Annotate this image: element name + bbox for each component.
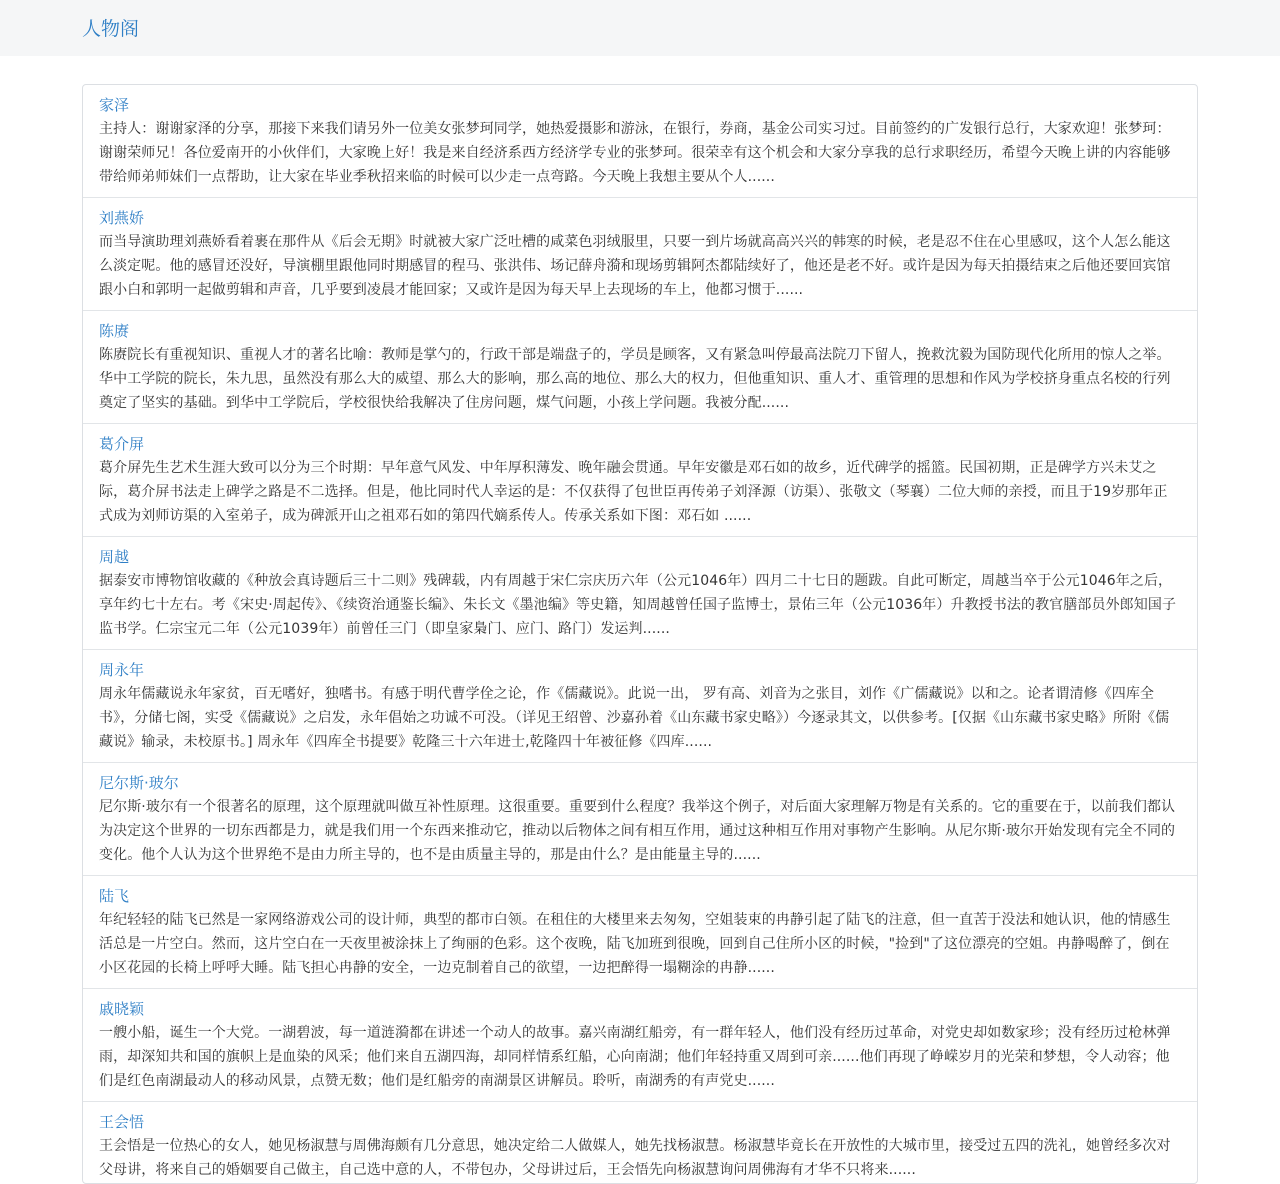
person-summary: 周永年儒藏说永年家贫，百无嗜好，独嗜书。有感于明代曹学佺之论，作《儒藏说》。此说一出， 罗有高、刘音为之张目，刘作《广儒藏说》以和之。论者谓清修《四库全书》，分储七阁，实受《儒藏说》之启发，永年倡始之功诚不可没。（详见王绍曾、沙嘉孙着《山东藏书家史略》）今逐录其文，以供参考。[仅据《山东藏书家史略》所附《儒藏说》输录，未校原书。] 周永年《四库全书提要》乾隆三十六年进士,乾隆四十年被征修《四库...... xyxy=(99,686,1170,750)
list-item xyxy=(83,198,1197,311)
list-item xyxy=(83,1102,1197,1184)
list-item xyxy=(83,311,1197,424)
person-name-link[interactable]: 刘燕娇 xyxy=(99,209,145,227)
person-name-link[interactable]: 葛介屏 xyxy=(99,435,145,453)
person-name-link[interactable]: 尼尔斯·玻尔 xyxy=(99,774,179,792)
person-name-link[interactable]: 王会悟 xyxy=(99,1113,145,1131)
person-name-link[interactable]: 周永年 xyxy=(99,661,145,679)
list-item xyxy=(83,85,1197,198)
person-summary: 一艘小船，诞生一个大党。一湖碧波，每一道涟漪都在讲述一个动人的故事。嘉兴南湖红船旁，有一群年轻人，他们没有经历过革命，对党史却如数家珍；没有经历过枪林弹雨，却深知共和国的旗帜上是血染的风采；他们来自五湖四海，却同样情系红船，心向南湖；他们年轻持重又周到可亲......他们再现了峥嵘岁月的光荣和梦想，令人动容；他们是红色南湖最动人的移动风景，点赞无数；他们是红船旁的南湖景区讲解员。聆听，南湖秀的有声党史...... xyxy=(99,1025,1171,1089)
list-item xyxy=(83,650,1197,763)
list-item xyxy=(83,876,1197,989)
person-summary: 王会悟是一位热心的女人，她见杨淑慧与周佛海颇有几分意思，她决定给二人做媒人，她先找杨淑慧。杨淑慧毕竟长在开放性的大城市里，接受过五四的洗礼，她曾经多次对父母讲，将来自己的婚姻要自己做主，自己选中意的人，不带包办，父母讲过后，王会悟先向杨淑慧询问周佛海有才华不只将来...... xyxy=(99,1138,1171,1178)
person-summary: 据泰安市博物馆收藏的《种放会真诗题后三十二则》残碑载，内有周越于宋仁宗庆历六年（公元1046年）四月二十七日的题跋。自此可断定，周越当卒于公元1046年之后，享年约七十左右。考《宋史·周起传》、《续资治通鉴长编》、朱长文《墨池编》等史籍，知周越曾任国子监博士，景佑三年（公元1036年）升教授书法的教官膳部员外郎知国子监书学。仁宗宝元二年（公元1039年）前曾任三门（即皇家梟门、应门、路门）发运判...... xyxy=(99,573,1177,637)
people-list xyxy=(82,84,1198,1184)
person-summary: 陈赓院长有重视知识、重视人才的著名比喻：教师是掌勺的，行政干部是端盘子的，学员是顾客，又有紧急叫停最高法院刀下留人，挽救沈毅为国防现代化所用的惊人之举。华中工学院的院长，朱九思，虽然没有那么大的威望、那么大的影响，那么高的地位、那么大的权力，但他重知识、重人才、重管理的思想和作风为学校挤身重点名校的行列奠定了坚实的基础。到华中工学院后，学校很快给我解决了住房问题，煤气问题，小孩上学问题。我被分配...... xyxy=(99,347,1171,411)
person-summary: 而当导演助理刘燕娇看着裹在那件从《后会无期》时就被大家广泛吐槽的咸菜色羽绒服里，只要一到片场就高高兴兴的韩寒的时候，老是忍不住在心里感叹，这个人怎么能这么淡定呢。他的感冒还没好，导演棚里跟他同时期感冒的程马、张洪伟、场记薛舟漪和现场剪辑阿杰都陆续好了，他还是老不好。或许是因为每天拍摄结束之后他还要回宾馆跟小白和郭明一起做剪辑和声音，几乎要到凌晨才能回家；又或许是因为每天早上去现场的车上，他都习惯于...... xyxy=(99,234,1171,298)
person-name-link[interactable]: 陆飞 xyxy=(99,887,130,905)
person-name-link[interactable]: 戚晓颖 xyxy=(99,1000,145,1018)
person-name-link[interactable]: 陈赓 xyxy=(99,322,130,340)
top-navbar xyxy=(0,0,1280,56)
list-item xyxy=(83,424,1197,537)
list-item xyxy=(83,537,1197,650)
person-summary: 葛介屏先生艺术生涯大致可以分为三个时期：早年意气风发、中年厚积薄发、晚年融会贯通。早年安徽是邓石如的故乡，近代碑学的摇篮。民国初期，正是碑学方兴未艾之际，葛介屏书法走上碑学之路是不二选择。但是，他比同时代人幸运的是：不仅获得了包世臣再传弟子刘泽源（访渠）、张敬文（琴襄）二位大师的亲授，而且于19岁那年正式成为刘师访渠的入室弟子，成为碑派开山之祖邓石如的第四代嫡系传人。传承关系如下图：邓石如 ...... xyxy=(99,460,1168,524)
person-name-link[interactable]: 家泽 xyxy=(99,96,130,114)
person-name-link[interactable]: 周越 xyxy=(99,548,130,566)
person-summary: 主持人：谢谢家泽的分享，那接下来我们请另外一位美女张梦珂同学，她热爱摄影和游泳，在银行，券商，基金公司实习过。目前签约的广发银行总行，大家欢迎！张梦珂：谢谢荣师兄！各位爱南开的小伙伴们，大家晚上好！我是来自经济系西方经济学专业的张梦珂。很荣幸有这个机会和大家分享我的总行求职经历，希望今天晚上讲的内容能够带给师弟师妹们一点帮助，让大家在毕业季秋招来临的时候可以少走一点弯路。今天晚上我想主要从个人...... xyxy=(99,121,1171,185)
list-item xyxy=(83,989,1197,1102)
person-summary: 尼尔斯·玻尔有一个很著名的原理，这个原理就叫做互补性原理。这很重要。重要到什么程度？我举这个例子，对后面大家理解万物是有关系的。它的重要在于，以前我们都认为决定这个世界的一切东西都是力，就是我们用一个东西来推动它，推动以后物体之间有相互作用，通过这种相互作用对事物产生影响。从尼尔斯·玻尔开始发现有完全不同的变化。他个人认为这个世界绝不是由力所主导的，也不是由质量主导的，那是由什么？是由能量主导的...... xyxy=(99,799,1176,863)
person-summary: 年纪轻轻的陆飞已然是一家网络游戏公司的设计师，典型的都市白领。在租住的大楼里来去匆匆，空姐装束的冉静引起了陆飞的注意，但一直苦于没法和她认识，他的情感生活总是一片空白。然而，这片空白在一天夜里被涂抹上了绚丽的色彩。这个夜晚，陆飞加班到很晚，回到自己住所小区的时候，"捡到"了这位漂亮的空姐。冉静喝醉了，倒在小区花园的长椅上呼呼大睡。陆飞担心冉静的安全，一边克制着自己的欲望，一边把醉得一塌糊涂的冉静...... xyxy=(99,912,1171,976)
list-item xyxy=(83,763,1197,876)
site-title-link[interactable]: 人物阁 xyxy=(82,17,140,40)
